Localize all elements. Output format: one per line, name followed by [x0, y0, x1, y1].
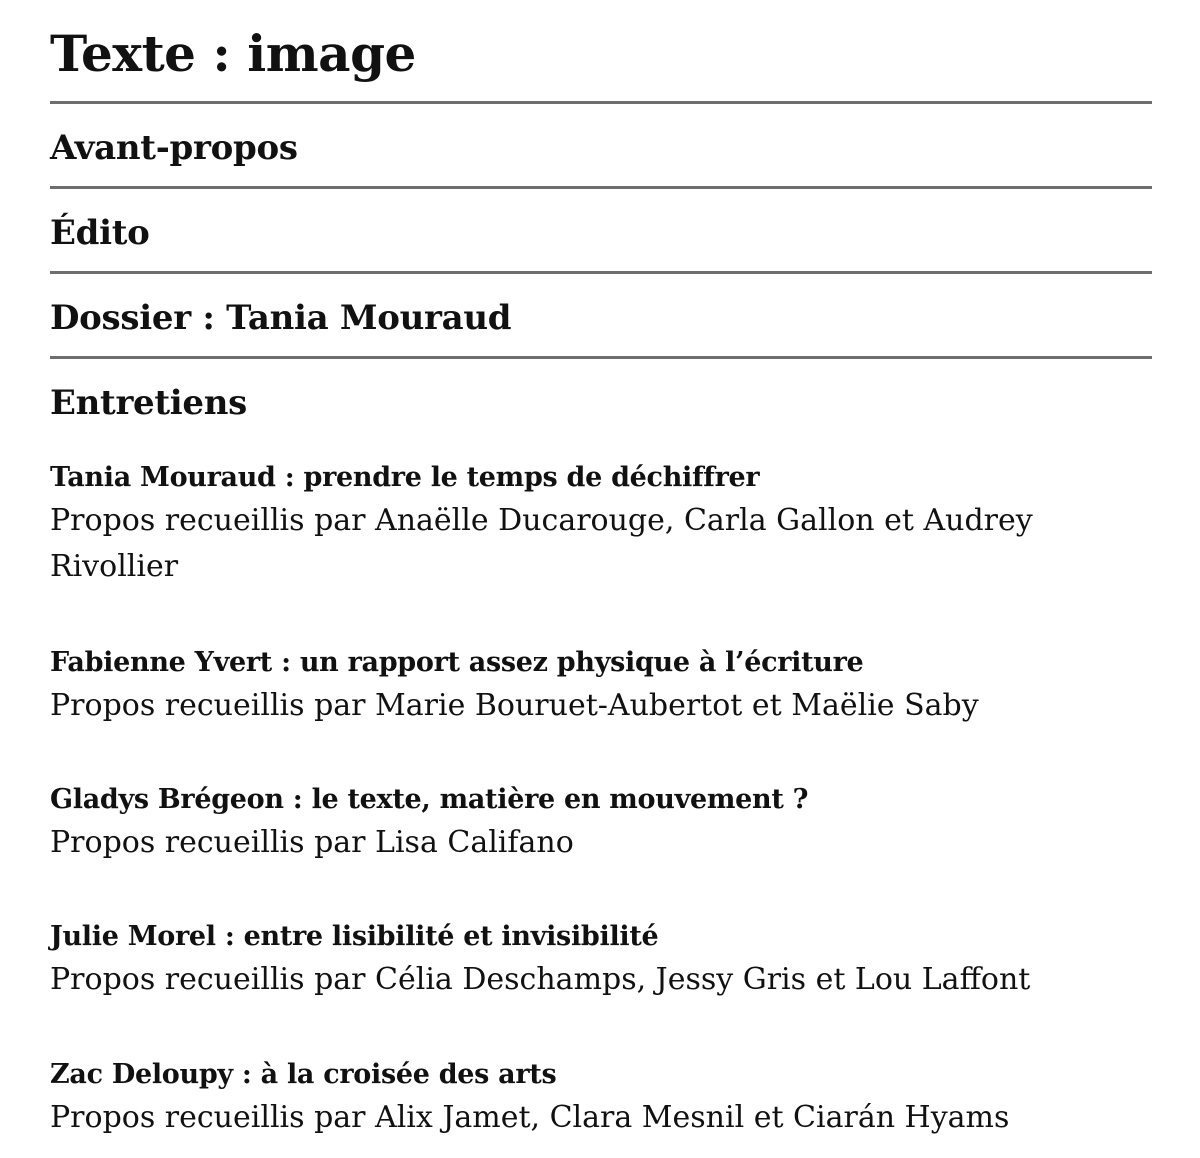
divider	[50, 271, 1152, 274]
interview-entry[interactable]	[50, 460, 1110, 590]
section-link-avant-propos[interactable]: Avant-propos	[50, 128, 298, 168]
divider	[50, 101, 1152, 104]
interview-title[interactable]: Tania Mouraud : prendre le temps de déchiffrer	[50, 462, 760, 493]
interview-title[interactable]: Zac Deloupy : à la croisée des arts	[50, 1059, 557, 1090]
interview-entry[interactable]	[50, 645, 1110, 729]
section-heading-entretiens: Entretiens	[50, 383, 247, 423]
interview-credit: Propos recueillis par Marie Bouruet-Aubertot et Maëlie Saby	[50, 688, 979, 723]
divider	[50, 186, 1152, 189]
interview-credit: Propos recueillis par Alix Jamet, Clara Mesnil et Ciarán Hyams	[50, 1100, 1010, 1135]
interview-title[interactable]: Julie Morel : entre lisibilité et invisibilité	[50, 921, 659, 952]
section-link-edito[interactable]: Édito	[50, 213, 150, 253]
interview-entry[interactable]	[50, 782, 1110, 866]
page-title: Texte : image	[50, 24, 416, 83]
interview-credit: Propos recueillis par Lisa Califano	[50, 825, 574, 860]
divider	[50, 356, 1152, 359]
interview-credit: Propos recueillis par Anaëlle Ducarouge, Carla Gallon et Audrey Rivollier	[50, 503, 1033, 584]
interview-title[interactable]: Gladys Brégeon : le texte, matière en mouvement ?	[50, 784, 809, 815]
section-link-dossier[interactable]: Dossier : Tania Mouraud	[50, 298, 512, 338]
interview-entry[interactable]	[50, 919, 1110, 1003]
interview-credit: Propos recueillis par Célia Deschamps, Jessy Gris et Lou Laffont	[50, 962, 1031, 997]
interview-title[interactable]: Fabienne Yvert : un rapport assez physique à l’écriture	[50, 647, 864, 678]
interview-entry[interactable]	[50, 1057, 1110, 1141]
